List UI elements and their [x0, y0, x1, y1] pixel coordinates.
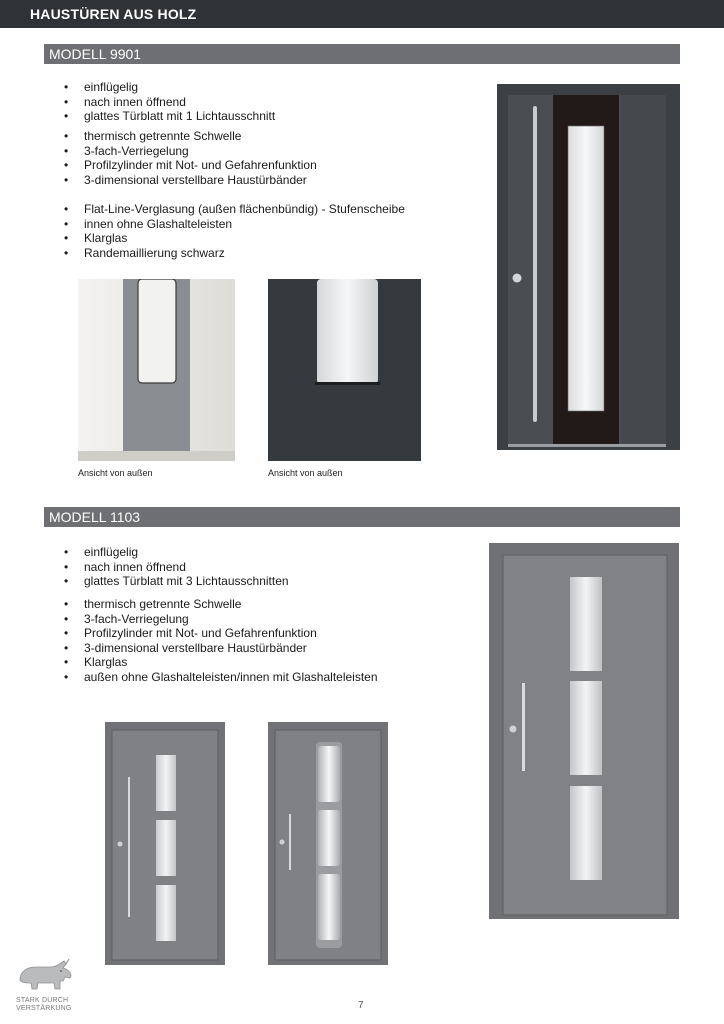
feature-item: • 3-dimensional verstellbare Haustürbänder [64, 173, 317, 188]
feature-item: • glattes Türblatt mit 3 Lichtausschnitten [64, 574, 289, 589]
feature-item: • außen ohne Glashalteleisten/innen mit Glashalteleisten [64, 670, 378, 685]
page-header-bar [0, 0, 724, 28]
detail-photo-white-caption: Ansicht von außen [78, 468, 153, 478]
feature-item: • Profilzylinder mit Not- und Gefahrenfunktion [64, 626, 378, 641]
feature-item: • 3-fach-Verriegelung [64, 144, 317, 159]
door-1103-variant-b-image [268, 722, 388, 965]
feature-item: • Klarglas [64, 231, 405, 246]
detail-photo-dark [268, 279, 421, 461]
feature-item: • nach innen öffnend [64, 95, 275, 110]
feature-item: • Flat-Line-Verglasung (außen flächenbündig) - Stufenscheibe [64, 202, 405, 217]
model-1103-header [44, 507, 680, 527]
detail-photo-dark-caption: Ansicht von außen [268, 468, 343, 478]
feature-item: • 3-dimensional verstellbare Haustürbänder [64, 641, 378, 656]
model-1103-title: MODELL 1103 [49, 509, 141, 525]
model-9901-title: MODELL 9901 [49, 46, 142, 62]
model-9901-header [44, 44, 680, 64]
feature-item: • einflügelig [64, 545, 289, 560]
feature-item: • thermisch getrennte Schwelle [64, 129, 317, 144]
feature-item: • Klarglas [64, 655, 378, 670]
page-title: HAUSTÜREN AUS HOLZ [30, 6, 197, 22]
door-1103-variant-a-image [105, 722, 225, 965]
model-9901-features-2 [64, 129, 317, 187]
feature-item: • glattes Türblatt mit 1 Lichtausschnitt [64, 109, 275, 124]
feature-item: • innen ohne Glashalteleisten [64, 217, 405, 232]
model-1103-features-2 [64, 597, 378, 685]
model-9901-features-1 [64, 80, 275, 124]
brand-logo [16, 958, 78, 1013]
door-1103-variant-a-illustration [105, 722, 225, 965]
door-9901-image [497, 84, 680, 450]
glass-detail-dark-illustration [268, 279, 421, 461]
glass-detail-white-illustration [78, 279, 235, 461]
feature-item: • Randemaillierung schwarz [64, 246, 405, 261]
feature-item: • Profilzylinder mit Not- und Gefahrenfunktion [64, 158, 317, 173]
feature-item: • thermisch getrennte Schwelle [64, 597, 378, 612]
model-1103-features-1 [64, 545, 289, 589]
model-9901-features-3 [64, 202, 405, 260]
page-number: 7 [358, 1000, 364, 1011]
logo-text-line2: VERSTÄRKUNG [16, 1005, 72, 1012]
feature-item: • nach innen öffnend [64, 560, 289, 575]
rhino-icon [16, 958, 74, 992]
detail-photo-white [78, 279, 235, 461]
door-1103-illustration [489, 543, 679, 919]
door-9901-illustration [497, 84, 680, 450]
feature-item: • 3-fach-Verriegelung [64, 612, 378, 627]
feature-item: • einflügelig [64, 80, 275, 95]
door-1103-image [489, 543, 679, 919]
door-1103-variant-b-illustration [268, 722, 388, 965]
logo-text-line1: STARK DURCH [16, 997, 69, 1004]
